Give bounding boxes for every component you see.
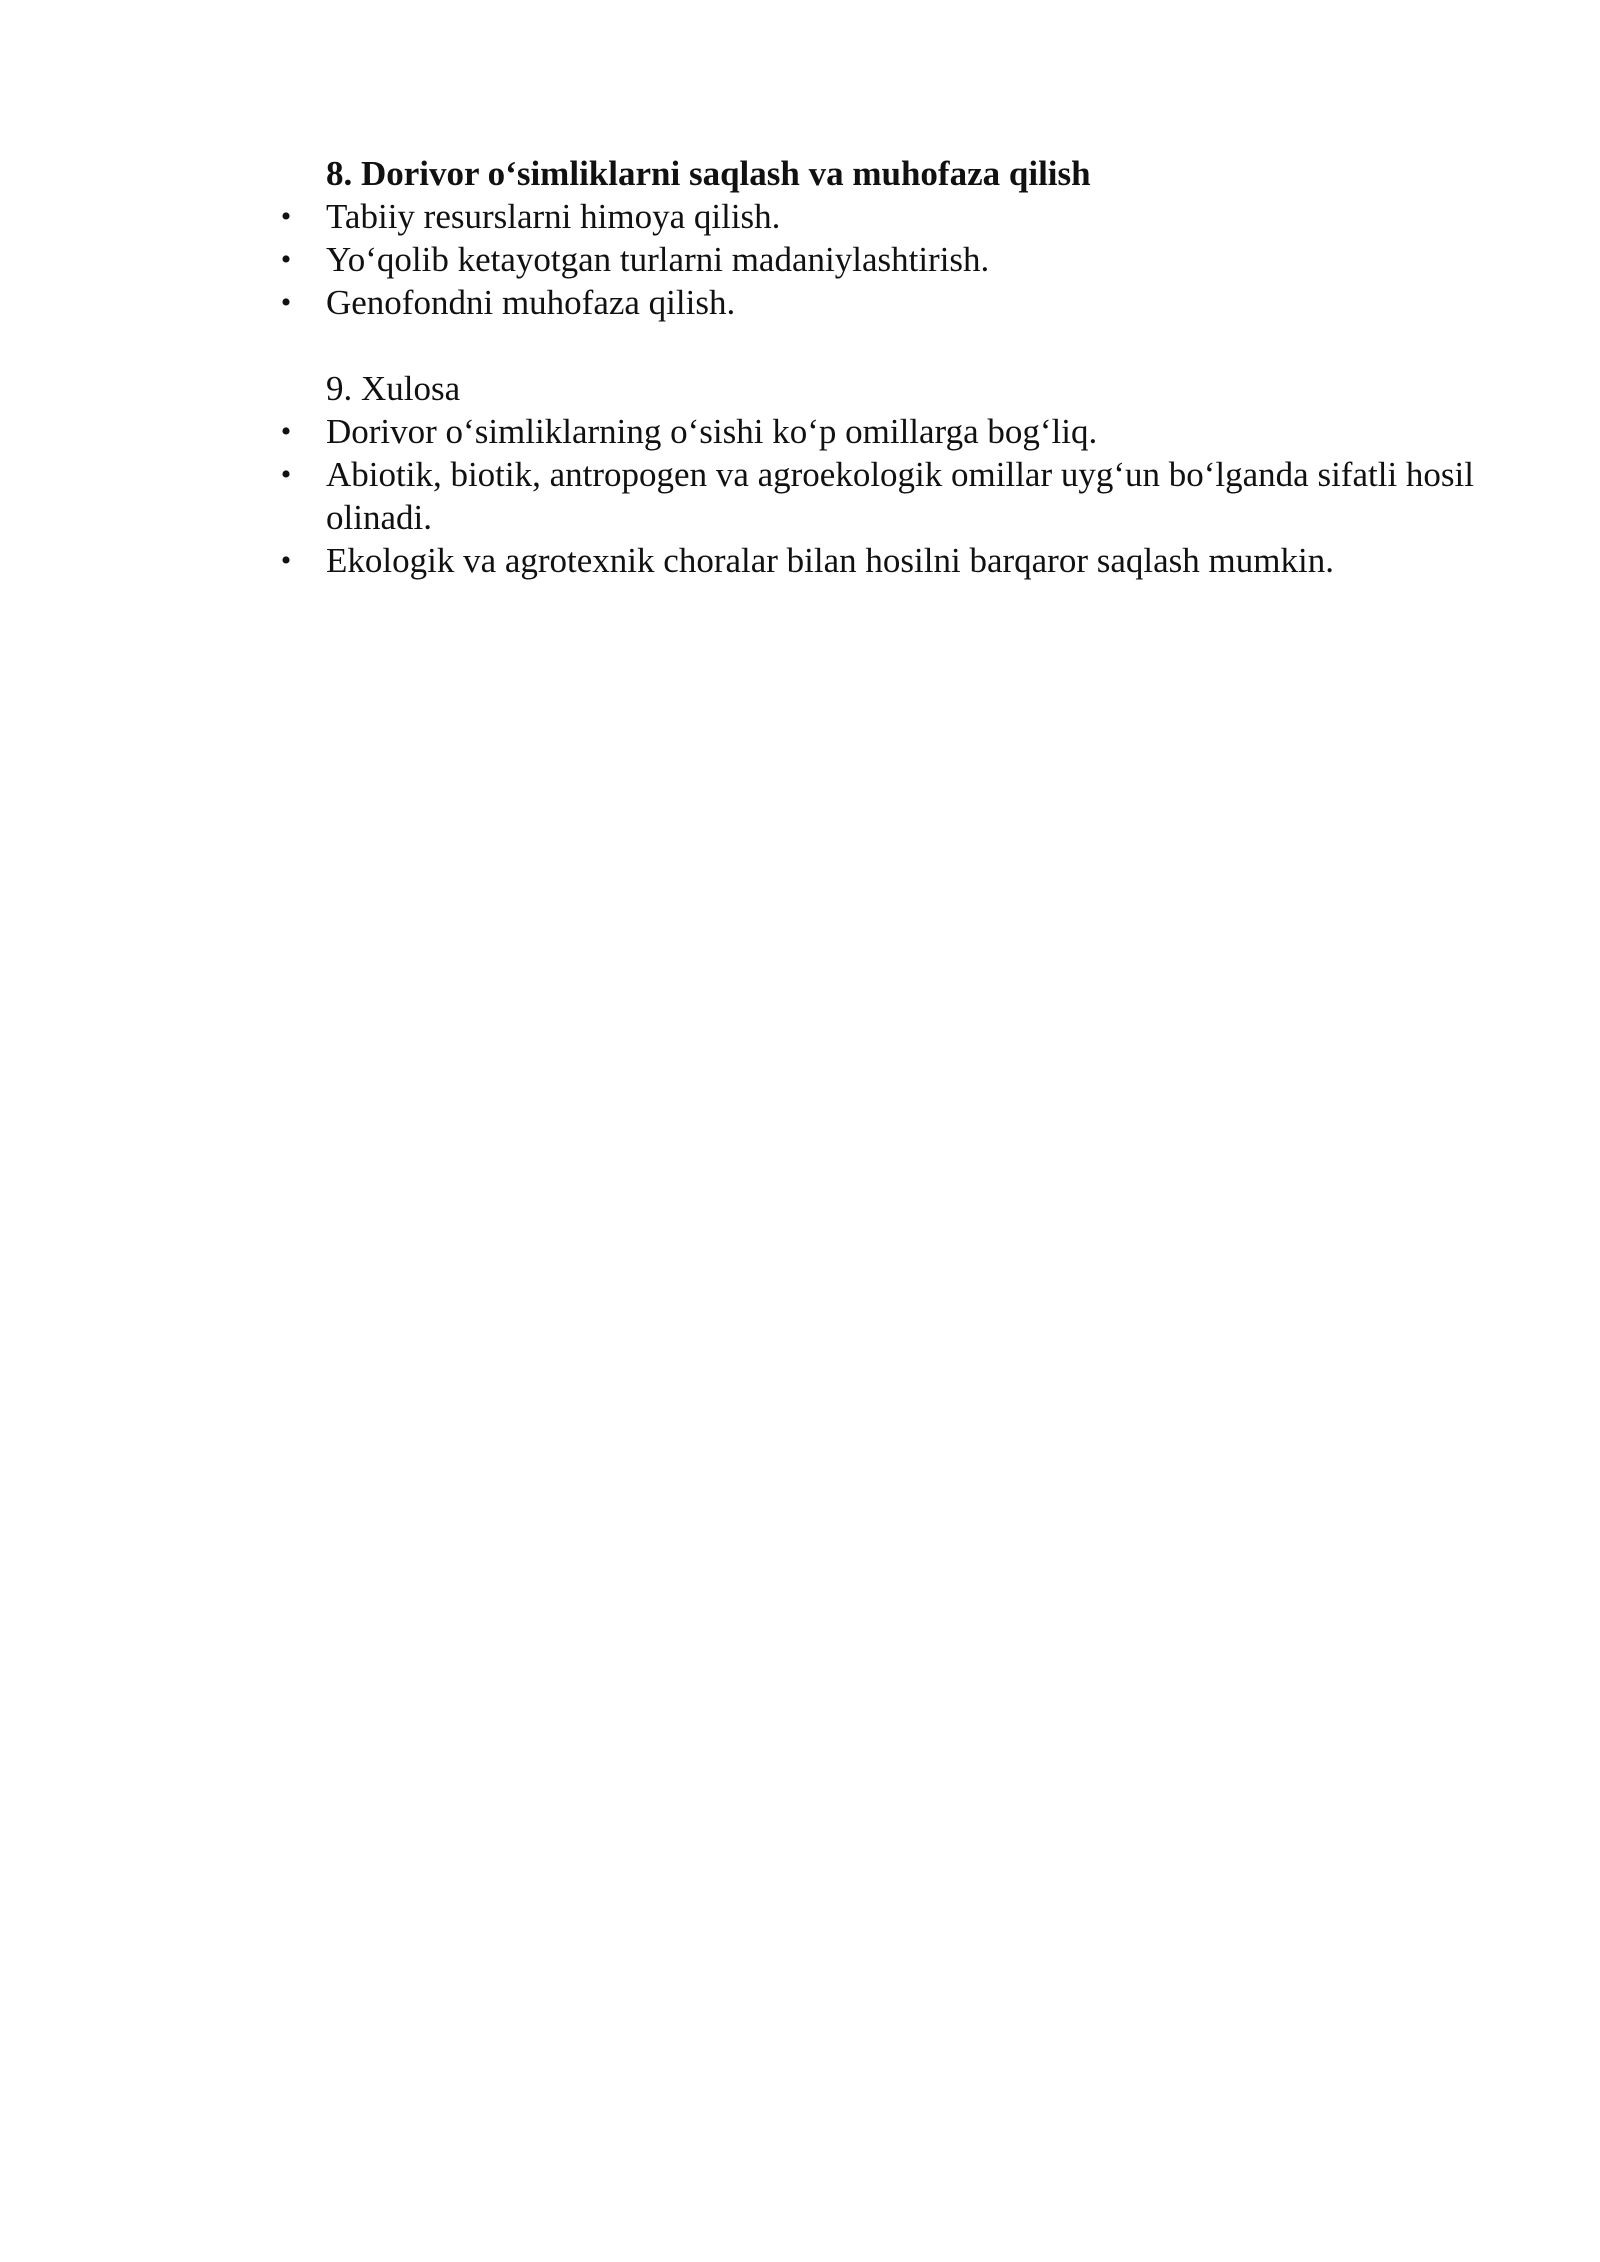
section-heading: 8. Dorivor o‘simliklarni saqlash va muhofaza qilish: [326, 154, 1091, 193]
bullet-list: [280, 410, 1506, 582]
list-item: [280, 195, 1506, 238]
list-item-text: Yo‘qolib ketayotgan turlarni madaniylashtirish.: [326, 240, 990, 279]
list-item-text: Abiotik, biotik, antropogen va agroekologik omillar uyg‘un bo‘lganda sifatli hosil olinadi.: [326, 455, 1474, 537]
list-item: [280, 539, 1506, 582]
bullet-icon: •: [280, 415, 292, 448]
bullet-list: [280, 195, 1506, 324]
list-item-text: Ekologik va agrotexnik choralar bilan hosilni barqaror saqlash mumkin.: [326, 541, 1334, 580]
bullet-icon: •: [280, 243, 292, 276]
section-heading: 9. Xulosa: [326, 369, 461, 408]
list-item-text: Dorivor o‘simliklarning o‘sishi ko‘p omillarga bog‘liq.: [326, 412, 1098, 451]
section-conclusion: [280, 367, 1506, 582]
bullet-icon: •: [280, 286, 292, 319]
list-item: [280, 410, 1506, 453]
bullet-icon: •: [280, 544, 292, 577]
document-body: [280, 152, 1506, 582]
list-item-text: Tabiiy resurslarni himoya qilish.: [326, 197, 781, 236]
list-item: [280, 238, 1506, 281]
list-item: [280, 281, 1506, 324]
bullet-icon: •: [280, 458, 292, 491]
list-item: [280, 453, 1506, 539]
list-item-text: Genofondni muhofaza qilish.: [326, 283, 736, 322]
bullet-icon: •: [280, 200, 292, 233]
section-preservation: [280, 152, 1506, 324]
